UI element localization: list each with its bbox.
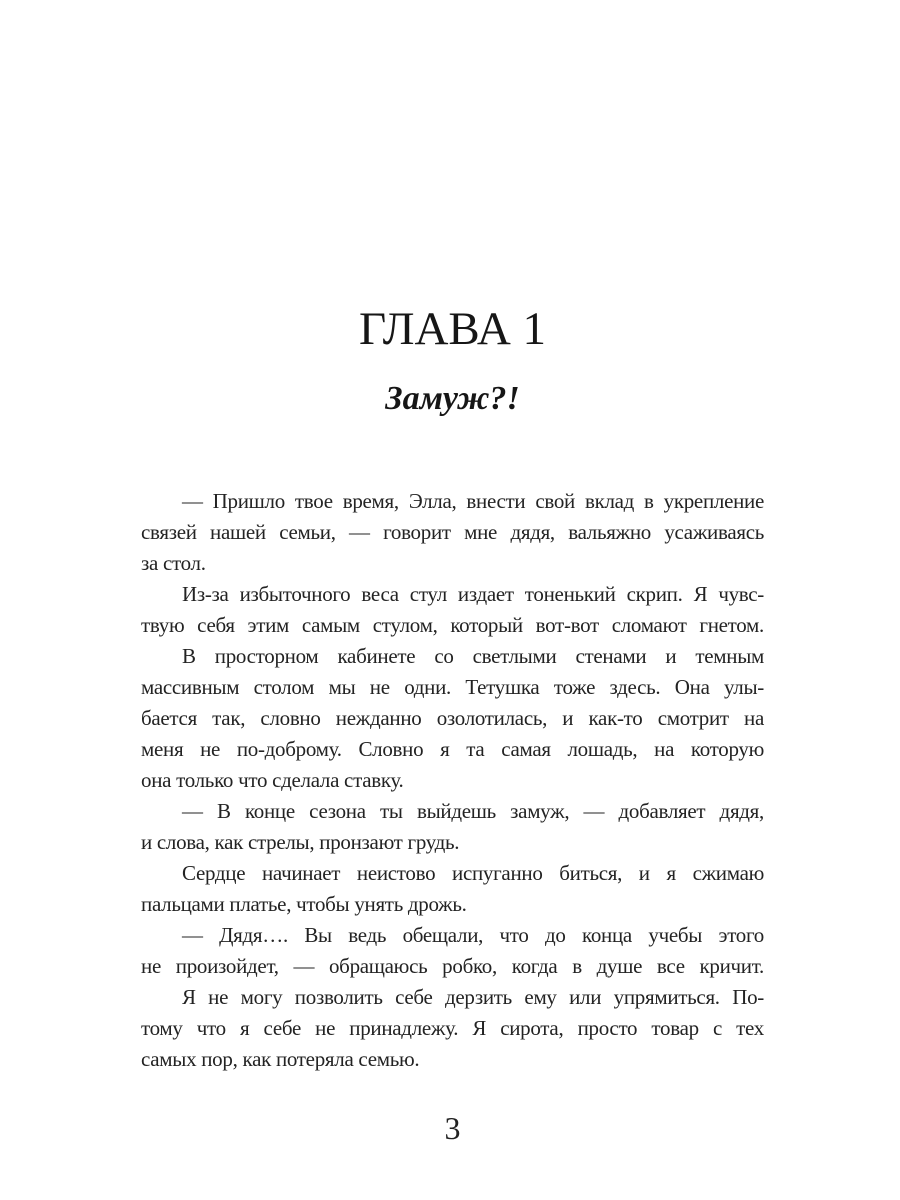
text-line: твую себя этим самым стулом, который вот-вот сломают гнетом. <box>141 613 764 637</box>
text-line: связей нашей семьи, — говорит мне дядя, вальяжно усаживаясь <box>141 520 764 544</box>
paragraph <box>141 579 764 641</box>
text-line: В просторном кабинете со светлыми стенами и темным <box>182 644 764 668</box>
text-line: Сердце начинает неистово испуганно биться, и я сжимаю <box>182 861 764 885</box>
chapter-title: ГЛАВА 1 <box>358 303 547 355</box>
text-line: не произойдет, — обращаюсь робко, когда в душе все кричит. <box>141 954 764 978</box>
text-line: — В конце сезона ты выйдешь замуж, — добавляет дядя, <box>182 799 764 823</box>
chapter-subtitle: Замуж?! <box>385 380 520 417</box>
text-line: за стол. <box>141 551 206 575</box>
text-line: Из-за избыточного веса стул издает тоненький скрип. Я чувс- <box>182 582 764 606</box>
text-line: бается так, словно нежданно озолотилась, и как-то смотрит на <box>141 706 764 730</box>
text-line: — Пришло твое время, Элла, внести свой вклад в укрепление <box>182 489 764 513</box>
body-text <box>141 486 764 1075</box>
paragraph <box>141 858 764 920</box>
text-line: массивным столом мы не одни. Тетушка тоже здесь. Она улы- <box>141 675 764 699</box>
text-line: — Дядя…. Вы ведь обещали, что до конца учебы этого <box>182 923 764 947</box>
text-line: и слова, как стрелы, пронзают грудь. <box>141 830 460 854</box>
text-line: Я не могу позволить себе дерзить ему или упрямиться. По- <box>182 985 764 1009</box>
page-number: 3 <box>444 1110 461 1146</box>
paragraph <box>141 641 764 796</box>
text-line: самых пор, как потеряла семью. <box>141 1047 420 1071</box>
paragraph <box>141 982 764 1075</box>
text-line: она только что сделала ставку. <box>141 768 404 792</box>
text-line: пальцами платье, чтобы унять дрожь. <box>141 892 467 916</box>
paragraph <box>141 486 764 579</box>
paragraph <box>141 920 764 982</box>
text-line: меня не по-доброму. Словно я та самая лошадь, на которую <box>141 737 764 761</box>
paragraph <box>141 796 764 858</box>
text-line: тому что я себе не принадлежу. Я сирота, просто товар с тех <box>141 1016 764 1040</box>
